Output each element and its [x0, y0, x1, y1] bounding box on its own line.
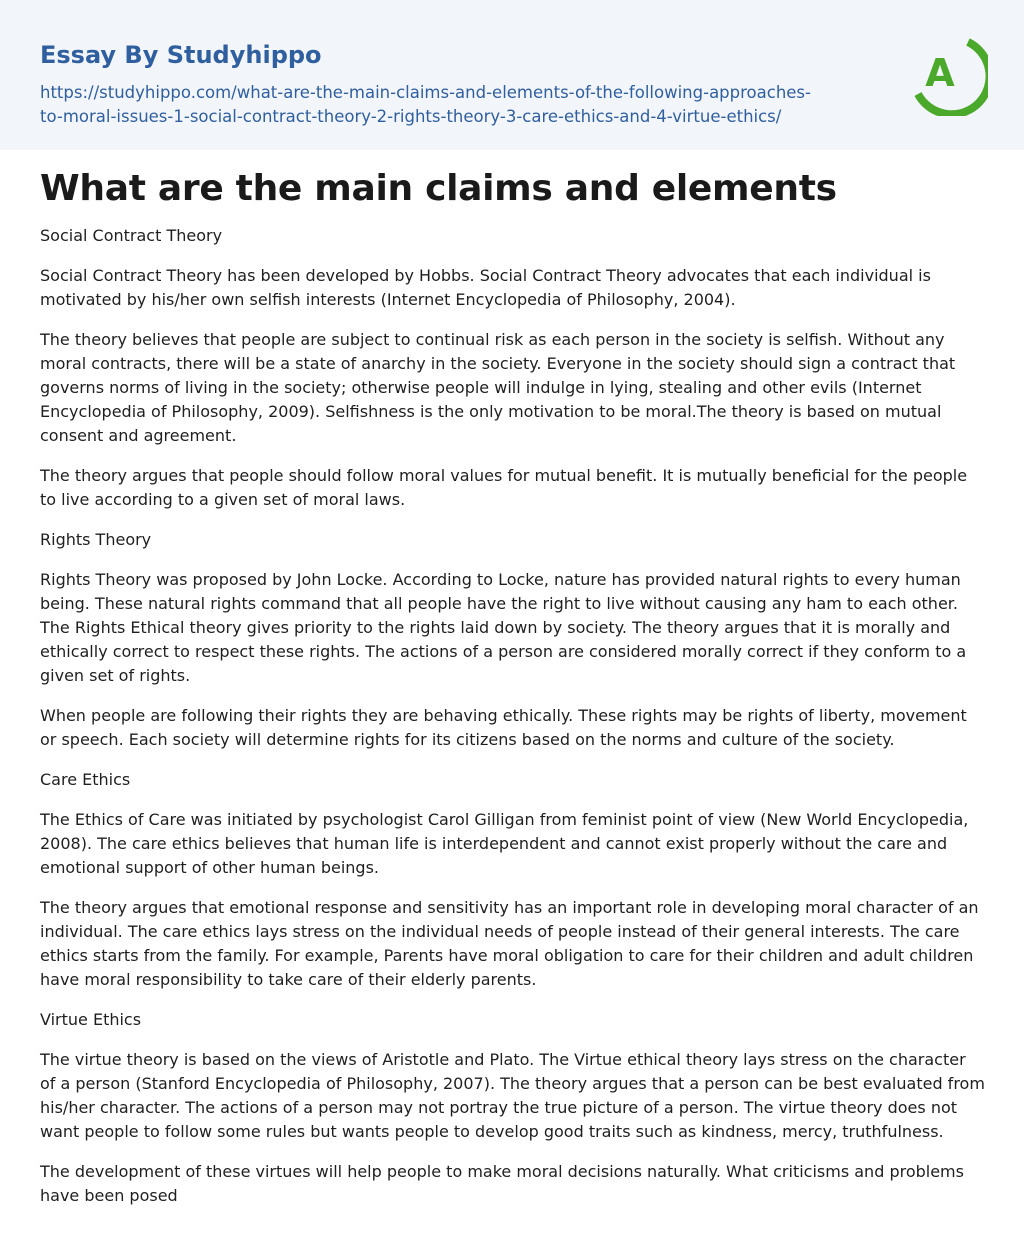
logo-letter: A [925, 51, 955, 95]
source-url-link[interactable] [40, 81, 840, 129]
paragraph: When people are following their rights they are behaving ethically. These rights may be rights of liberty, movement or speech. Each society will determine rights for its citizens based on the norms and culture of the society. [40, 706, 967, 749]
paragraph: The theory argues that emotional response and sensitivity has an important role in developing moral character of an individual. The care ethics lays stress on the individual needs of people instead of their general interests. The care ethics starts from the family. For example, Parents have moral obligation to care for their children and adult children have moral responsibility to take care of their elderly parents. [40, 898, 979, 989]
paragraph: Rights Theory was proposed by John Locke. According to Locke, nature has provided natural rights to every human being. These natural rights command that all people have the right to live without causing any ham to each other. The Rights Ethical theory gives priority to the rights laid down by society. The theory argues that it is morally and ethically correct to respect these rights. The actions of a person are considered morally correct if they conform to a given set of rights. [40, 570, 967, 685]
source-url-line-1[interactable]: https://studyhippo.com/what-are-the-main-claims-and-elements-of-the-following-approaches- [40, 83, 811, 102]
article-title: What are the main claims and elements [40, 168, 837, 209]
section-heading-rights-theory: Rights Theory [40, 530, 152, 549]
section-heading-virtue-ethics: Virtue Ethics [40, 1010, 142, 1029]
paragraph: The theory argues that people should follow moral values for mutual benefit. It is mutually beneficial for the people to live according to a given set of moral laws. [40, 466, 968, 509]
paragraph: Social Contract Theory has been developed by Hobbs. Social Contract Theory advocates that each individual is motivated by his/her own selfish interests (Internet Encyclopedia of Philosophy, 2004). [40, 266, 931, 309]
section-heading-social-contract: Social Contract Theory [40, 226, 223, 245]
site-header [0, 0, 1024, 150]
studyhippo-logo-icon[interactable] [906, 28, 988, 116]
section-heading-care-ethics: Care Ethics [40, 770, 131, 789]
paragraph: The theory believes that people are subject to continual risk as each person in the society is selfish. Without any moral contracts, there will be a state of anarchy in the society. Everyone in the society should sign a contract that governs norms of living in the society; otherwise people will indulge in lying, stealing and other evils (Internet Encyclopedia of Philosophy, 2009). Selfishness is the only motivation to be moral.The theory is based on mutual consent and agreement. [40, 330, 956, 445]
source-url-line-2[interactable]: to-moral-issues-1-social-contract-theory-2-rights-theory-3-care-ethics-and-4-virtue-ethics/ [40, 107, 782, 126]
paragraph: The virtue theory is based on the views of Aristotle and Plato. The Virtue ethical theory lays stress on the character of a person (Stanford Encyclopedia of Philosophy, 2007). The theory argues that a person can be best evaluated from his/her character. The actions of a person may not portray the true picture of a person. The virtue theory does not want people to follow some rules but wants people to develop good traits such as kindness, mercy, truthfulness. [40, 1050, 985, 1141]
paragraph: The development of these virtues will help people to make moral decisions naturally. What criticisms and problems have been posed [40, 1162, 964, 1205]
paragraph: The Ethics of Care was initiated by psychologist Carol Gilligan from feminist point of view (New World Encyclopedia, 2008). The care ethics believes that human life is interdependent and cannot exist properly without the care and emotional support of other human beings. [40, 810, 969, 877]
article-content [40, 166, 985, 1224]
brand-name[interactable]: Essay By Studyhippo [40, 41, 322, 69]
